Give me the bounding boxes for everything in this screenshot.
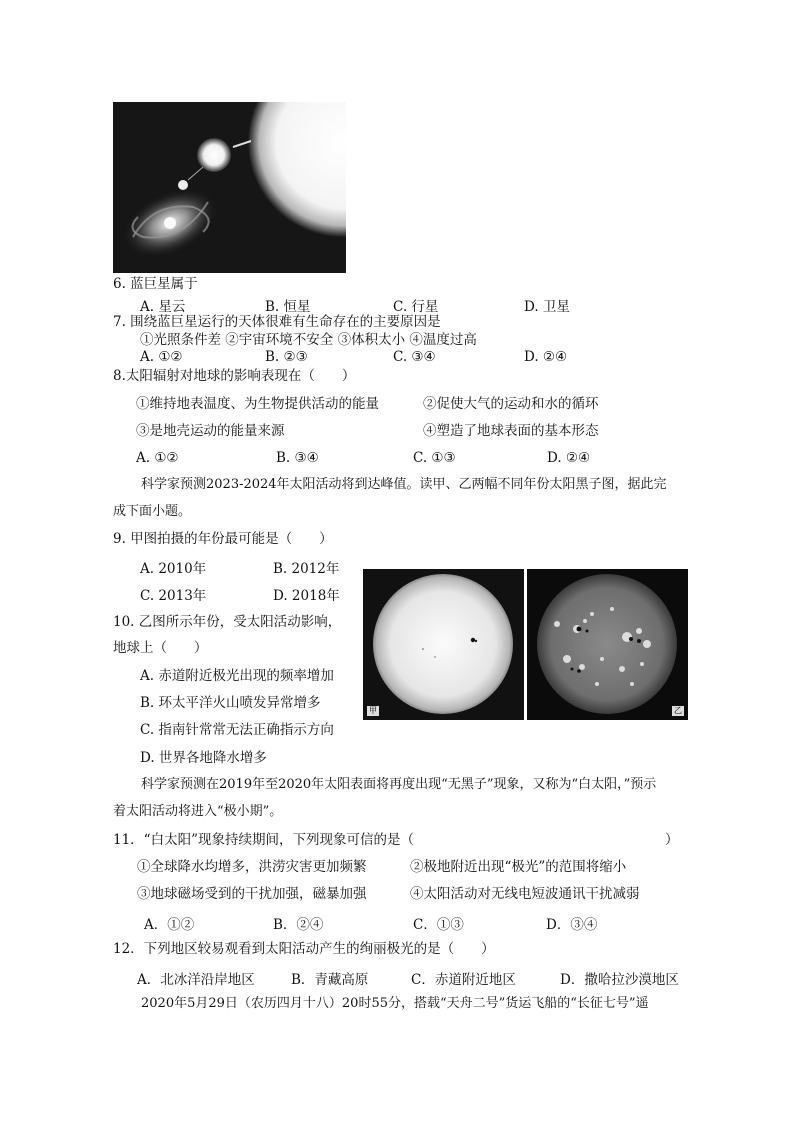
q7-stem: 7. 围绕蓝巨星运行的天体很难有生命存在的主要原因是 (113, 314, 441, 330)
q12-option-d: D．撒哈拉沙漠地区 (560, 972, 679, 988)
q6-stem: 6. 蓝巨星属于 (113, 276, 198, 292)
q11-item-4: ④太阳活动对无线电短波通讯干扰减弱 (410, 886, 640, 902)
q6-option-c: C. 行星 (393, 299, 439, 315)
sun-image-jia (363, 569, 524, 720)
q8-option-d: D. ②④ (547, 450, 591, 466)
q12-option-c: C．赤道附近地区 (411, 972, 516, 988)
star-galaxy-illustration (113, 102, 346, 273)
sun-image-jia-label: 甲 (369, 706, 377, 715)
q9-option-d: D. 2018年 (273, 588, 340, 604)
q8-item-4: ④塑造了地球表面的基本形态 (423, 423, 599, 439)
q9-option-a: A. 2010年 (140, 561, 207, 577)
q8-option-a: A. ①② (136, 450, 179, 466)
sunspot-figure-yi (527, 569, 688, 720)
q11-stem-end: ） (665, 832, 679, 848)
q12-option-a: A．北冰洋沿岸地区 (137, 972, 255, 988)
q8-option-c: C. ①③ (413, 450, 456, 466)
q8-item-2: ②促使大气的运动和水的循环 (423, 396, 599, 412)
q11-option-b: B．②④ (273, 917, 324, 933)
passage1-line2: 成下面小题。 (113, 504, 192, 519)
q10-stem-line2: 地球上（ ） (113, 640, 208, 656)
q11-option-c: C．①③ (413, 917, 464, 933)
q9-stem: 9. 甲图拍摄的年份最可能是（ ） (113, 531, 333, 547)
passage2-line2: 着太阳活动将进入“极小期”。 (113, 804, 283, 819)
passage1-line1: 科学家预测2023-2024年太阳活动将到达峰值。读甲、乙两幅不同年份太阳黑子图，据此完 (141, 477, 667, 492)
q11-item-1: ①全球降水均增多，洪涝灾害更加频繁 (137, 859, 367, 875)
q8-item-3: ③是地壳运动的能量来源 (136, 423, 285, 439)
q10-option-d: D. 世界各地降水增多 (140, 750, 267, 766)
q8-option-b: B. ③④ (276, 450, 319, 466)
blue-giant-star-image (113, 102, 346, 273)
q11-item-3: ③地球磁场受到的干扰加强，磁暴加强 (137, 886, 367, 902)
q8-stem: 8.太阳辐射对地球的影响表现在（ ） (113, 368, 356, 384)
q7-option-c: C. ③④ (393, 349, 436, 365)
q10-option-c: C. 指南针常常无法正确指示方向 (140, 722, 334, 738)
sun-image-yi (527, 569, 688, 720)
q11-option-a: A．①② (144, 917, 195, 933)
q9-option-c: C. 2013年 (140, 588, 207, 604)
q8-item-1: ①维持地表温度、为生物提供活动的能量 (136, 396, 379, 412)
passage2-line1: 科学家预测在2019年至2020年太阳表面将再度出现“无黑子”现象，又称为“白太阳，”预示 (141, 777, 657, 792)
q11-stem: 11．“白太阳”现象持续期间，下列现象可信的是（ (113, 832, 414, 848)
q12-stem: 12．下列地区较易观看到太阳活动产生的绚丽极光的是（ ） (113, 941, 495, 957)
q6-option-a: A. 星云 (140, 299, 186, 315)
q10-option-b: B. 环太平洋火山喷发异常增多 (140, 695, 321, 711)
q9-option-b: B. 2012年 (273, 561, 340, 577)
passage3-line1: 2020年5月29日（农历四月十八）20时55分，搭载“天舟二号”货运飞船的“长征七号”遥 (141, 996, 649, 1011)
q7-option-a: A. ①② (140, 349, 183, 365)
sunspot-figure-jia (363, 569, 524, 720)
q7-option-d: D. ②④ (524, 349, 568, 365)
q6-option-d: D. 卫星 (524, 299, 570, 315)
q10-stem-line1: 10. 乙图所示年份，受太阳活动影响， (113, 614, 342, 630)
q7-items: ①光照条件差 ②宇宙环境不安全 ③体积太小 ④温度过高 (140, 332, 477, 348)
q6-option-b: B. 恒星 (265, 299, 311, 315)
q7-option-b: B. ②③ (265, 349, 308, 365)
sun-image-yi-label: 乙 (674, 706, 682, 715)
q10-option-a: A. 赤道附近极光出现的频率增加 (140, 668, 334, 684)
q11-item-2: ②极地附近出现“极光”的范围将缩小 (410, 859, 627, 875)
q12-option-b: B．青藏高原 (291, 972, 369, 988)
q11-option-d: D．③④ (546, 917, 598, 933)
